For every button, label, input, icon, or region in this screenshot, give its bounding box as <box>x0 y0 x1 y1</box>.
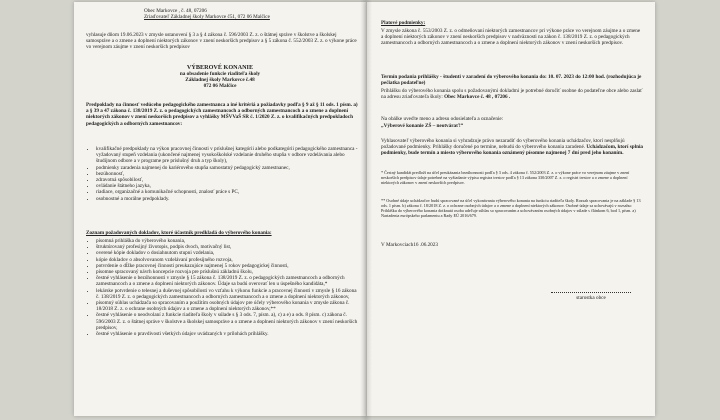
salary-heading: Platové podmienky: <box>381 20 426 26</box>
requirement-item: • bezúhonnosť, <box>96 171 358 177</box>
document-item: • písomne spracovaný návrh koncepcie rozvoja pre príslušnú základnú školu, <box>96 269 358 275</box>
title-line2: na obsadenie funkcie riaditeľa školy <box>179 71 261 77</box>
requirement-item: • kvalifikačné predpoklady na výkon pracovnej činnosti v príslušnej kategórii alebo podkategórii pedagogického zamestnanca - vyžadovaný stupeň vzdelania (ukončené najmenej vysokoškolské vzdelanie druhého stupňa v odbore vzdelávania alebo študijnom odbore a v programe pre príslušný druh a typ školy), <box>96 146 358 165</box>
document-item: • štruktúrovaný profesijný životopis, podpis dvoch, motivačný list, <box>96 244 358 250</box>
requirements-intro: Predpoklady na činnosť vedúceho pedagogického zamestnanca a iné kritériá a požiadavky podľa § 9 až § 11 ods. 1 písm. a) a § 39 a 47 zákona č. 138/2019 Z. z. o pedagogických zamestnancoch a odborných zamestnancoch a o zmene a doplnení niektorých zákonov v znení neskorších predpisov a vyhlášky MŠVVaŠ SR č. 1/2020 Z. z. o kvalifikačných predpokladoch pedagogických a odborných zamestnancov: <box>86 102 358 127</box>
title-line1: VÝBEROVÉ KONANIE <box>186 64 254 71</box>
document-item: • písomná prihláška do výberového konania, <box>96 238 358 244</box>
document-item: • čestné vyhlásenie o pravdivosti všetkých údajov uvádzaných v prílohách prihlášky. <box>96 331 358 337</box>
requirement-item: • osobnostné a morálne predpoklady. <box>96 196 358 202</box>
signature-line <box>551 292 631 293</box>
deadline-text <box>381 88 643 100</box>
left-page <box>74 2 366 416</box>
announcement-title <box>114 64 326 90</box>
requirement-item: • podmienky zaradenia najmenej do kariérového stupňa samostatný pedagogický zamestnanec, <box>96 165 358 171</box>
footnote-2: ** Osobné údaje uchádzačov budú spracované na účel vykonávania výberového konania na funkciu riaditeľa školy. Rozsah spracovania je na základe § 13 ods. 1 písm. b) zákona č. 18/2018 Z. z. o ochrane osobných údajov a o zmene a doplnení niektorých zákonov. Osobné údaje sa uchovávajú v rozsahu: Prihlášku do výberového konania dotknutá osoba udeľuje súhlas so spracovaním a uchovávaním osobných údajov v súlade s článkom 6, bod 1, písm. a) Nariadenia európskeho parlamentu a Rady EÚ 2016/679. <box>381 198 641 218</box>
reserve-text: Vyhlasovateľ výberového konania si vyhradzuje právo nezaradiť do výberového konania uchádzačov, ktorí nesplňujú požadované podmienky. Prihlášky doručené po termíne, nebudú do výberového konania zaradené. <box>381 138 625 151</box>
reserve-paragraph <box>381 138 643 157</box>
title-line3: Základnej školy Markovce č.48 <box>185 77 255 84</box>
requirement-item: • ovládanie štátneho jazyka, <box>96 183 358 189</box>
envelope-note: Na obálke uveďte meno a adresu odosielateľa a označenie: <box>381 116 504 122</box>
requirements-list <box>88 146 358 202</box>
documents-list <box>88 238 358 337</box>
document-item: • lekárske potvrdenie o telesnej a duševnej spôsobilosti vo vzťahu k výkonu funkcie a pracovnej činnosti v zmysle § 16 zákona č. 138/2019 Z. z. o pedagogických zamestnancoch a odborných zamestnancoch a o zmene a doplnení niektorých zákonov, <box>96 288 358 300</box>
requirement-item: • zdravotná spôsobilosť, <box>96 177 358 183</box>
address: Obec Markovce č. 48 , 07206 . <box>444 94 511 101</box>
envelope-label: „Výberové konanie ZŠ – neotvárať!“ <box>381 123 464 129</box>
document-item: • čestné vyhlásenie o neodvolaní z funkcie riaditeľa školy v súlade s § 3 ods. 7, písm. a), c) a e) a ods. 8 písm. c) zákona č. 596/2003 Z. z. o štátnej správe v školstve a školskej samospráve a o zmene a doplnení niektorých zákonov v znení neskorších predpisov, <box>96 312 358 331</box>
document-item: • písomný súhlas uchádzača so spracovaním a použitím osobných údajov pre účely výberového konania v zmysle zákona č. 18/2018 Z. z. o ochrane osobných údajov a o zmene a doplnení niektorých zákonov,** <box>96 300 358 312</box>
footnote-1: * Čestný kandidát predloží na účel preukázania bezúhonnosti podľa § 3 ods. 4 zákona č. 552/2003 Z. z. o výkone práce vo verejnom záujme v znení neskorších predpisov údaje potrebné na vyžiadanie výpisu registra trestov podľa § 13 zákona 330/2007 Z. z. o registri trestov a o zmene a doplnení niektorých zákonov v znení neskorších predpisov. <box>381 170 630 185</box>
deadline-body: Prihlášku do výberového konania spolu s požadovanými dokladmi je potrebné doručiť osobne do podateľne obce alebo zaslať na adresu zriaďovateľa školy: <box>381 88 643 101</box>
document-item: • čestné vyhlásenie o bezúhonnosti v zmysle § 15 zákona č. 138/2019 Z. z. o pedagogických zamestnancoch a odborných zamestnancoch a o zmene a doplnení niektorých zákonov. Údaje sa budú overovať len u úspešného kandidáta,* <box>96 275 358 287</box>
title-line4: 072 06 Malčice <box>203 83 237 90</box>
intro-paragraph: vyhlasuje dňom 19.06.2023 v zmysle ustanovení § 3 a § 4 zákona č. 596/2003 Z. z. o štátnej správe v školstve a školskej samospráve a o zmene a doplnení niektorých zákonov v znení neskorších predpisov a § 5 zákona č. 552/2003 Z. z. o výkone práce vo verejnom záujme v znení neskorších predpisov <box>86 32 357 51</box>
document-item: • kópie dokladov o absolvovanom vzdelávaní profesijného rozvoja, <box>96 257 358 263</box>
deadline-heading: Termín podania prihlášky - študenti v zaradení do výberového konania do: 10. 07. 2023 do 12:00 hod. (rozhodujúca je pečiatka podateľne) <box>381 74 642 87</box>
documents-heading: Zoznam požadovaných dokladov, ktoré účastník predkladá do výberového konania: <box>86 230 272 236</box>
page-fold-shadow <box>360 0 372 420</box>
right-page <box>366 2 655 416</box>
letterhead <box>144 8 344 20</box>
reserve-bold: Uchádzačom, ktorí splnia podmienky, bude termín a miesto výberového konania oznámený písomne najmenej 7 dní pred jeho konaním. <box>381 144 644 157</box>
document-item: • overené kópie dokladov o dosiahnutom stupni vzdelania, <box>96 250 358 256</box>
requirement-item: • riadiace, organizačné a komunikačné schopnosti, znalosť práce s PC, <box>96 189 358 195</box>
document-item: • potvrdenie o dĺžke pracovnej činnosti preukazujúce najmenej 5 rokov pedagogickej činnosti, <box>96 263 358 269</box>
letterhead-line2: Zriaďovateľ Základnej školy Markovce č51, 072 06 Malčice <box>144 14 270 21</box>
signature-label: starostka obce <box>576 295 606 301</box>
letterhead-line1: Obec Markovce , č. 48, 07206 <box>144 8 207 14</box>
place-date: V Markovciach16 .06.2023 <box>381 242 438 248</box>
salary-text: V zmysle zákona č. 553/2003 Z. z. o odmeňovaní niektorých zamestnancov pri výkone práce vo verejnom záujme a o zmene a doplnení niektorých zákonov v znení neskorších predpisov v nadväznosti na zákon č. 138/2019 Z. z. o pedagogických zamestnancoch a odborných zamestnancoch a o zmene a doplnení niektorých zákonov v znení neskorších predpisov. <box>381 28 641 47</box>
